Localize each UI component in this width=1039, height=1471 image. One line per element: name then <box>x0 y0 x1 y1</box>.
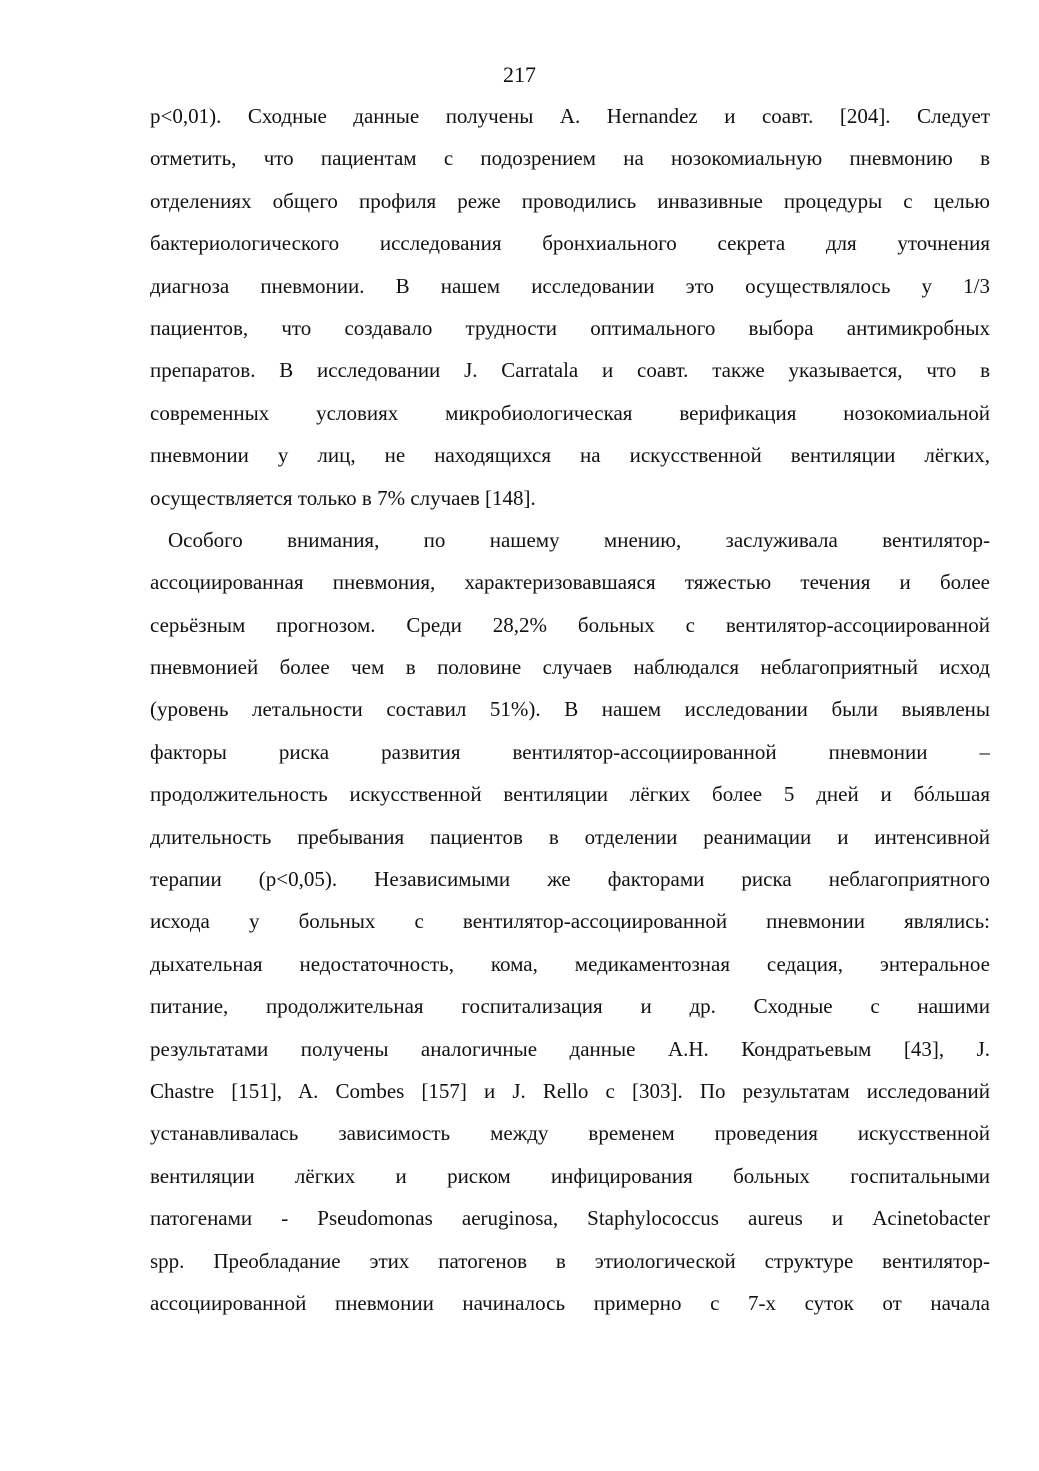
paragraph-start-line: Особого внимания, по нашему мнению, заслуживала вентилятор- <box>168 527 990 552</box>
text-line: ассоциированная пневмония, характеризовавшаяся тяжестью течения и более <box>150 570 990 595</box>
text-line: современных условиях микробиологическая верификация нозокомиальной <box>150 400 990 425</box>
text-line: длительность пребывания пациентов в отделении реанимации и интенсивной <box>150 824 990 849</box>
text-line: исхода у больных с вентилятор-ассоциированной пневмонии являлись: <box>150 909 990 934</box>
body-text <box>150 95 990 1324</box>
text-line: устанавливалась зависимость между временем проведения искусственной <box>150 1121 990 1146</box>
text-line: (уровень летальности составил 51%). В нашем исследовании были выявлены <box>150 697 990 722</box>
text-line: патогенами - Pseudomonas aeruginosa, Staphylococcus aureus и Acinetobacter <box>150 1206 990 1231</box>
text-line: отметить, что пациентам с подозрением на нозокомиальную пневмонию в <box>150 146 990 171</box>
text-line: отделениях общего профиля реже проводились инвазивные процедуры с целью <box>150 188 990 213</box>
text-line: результатами получены аналогичные данные А.Н. Кондратьевым [43], J. <box>150 1036 990 1061</box>
text-line: бактериологического исследования бронхиального секрета для уточнения <box>150 231 990 256</box>
text-line: диагноза пневмонии. В нашем исследовании это осуществлялось у 1/3 <box>150 273 990 298</box>
text-line: пациентов, что создавало трудности оптимального выбора антимикробных <box>150 315 990 340</box>
page-number: 217 <box>503 62 536 87</box>
text-line: spp. Преобладание этих патогенов в этиологической структуре вентилятор- <box>150 1248 990 1273</box>
text-line: факторы риска развития вентилятор-ассоциированной пневмонии – <box>150 739 990 764</box>
text-line: вентиляции лёгких и риском инфицирования больных госпитальными <box>150 1163 990 1188</box>
text-line: серьёзным прогнозом. Среди 28,2% больных с вентилятор-ассоциированной <box>150 612 990 637</box>
text-line: Chastre [151], A. Combes [157] и J. Rello с [303]. По результатам исследований <box>150 1078 990 1103</box>
text-line: пневмонии у лиц, не находящихся на искусственной вентиляции лёгких, <box>150 443 990 468</box>
text-line: питание, продолжительная госпитализация и др. Сходные с нашими <box>150 994 990 1019</box>
text-line: пневмонией более чем в половине случаев наблюдался неблагоприятный исход <box>150 655 990 680</box>
text-line: препаратов. В исследовании J. Carratala и соавт. также указывается, что в <box>150 358 990 383</box>
text-line: ассоциированной пневмонии начиналось примерно с 7-х суток от начала <box>150 1290 990 1315</box>
text-line: продолжительность искусственной вентиляции лёгких более 5 дней и бóльшая <box>150 782 990 807</box>
text-line: р<0,01). Сходные данные получены A. Hernandez и соавт. [204]. Следует <box>150 104 990 128</box>
paragraph-end-line: осуществляется только в 7% случаев [148]. <box>150 485 536 510</box>
text-line: дыхательная недостаточность, кома, медикаментозная седация, энтеральное <box>150 951 990 976</box>
text-line: терапии (р<0,05). Независимыми же факторами риска неблагоприятного <box>150 867 990 892</box>
